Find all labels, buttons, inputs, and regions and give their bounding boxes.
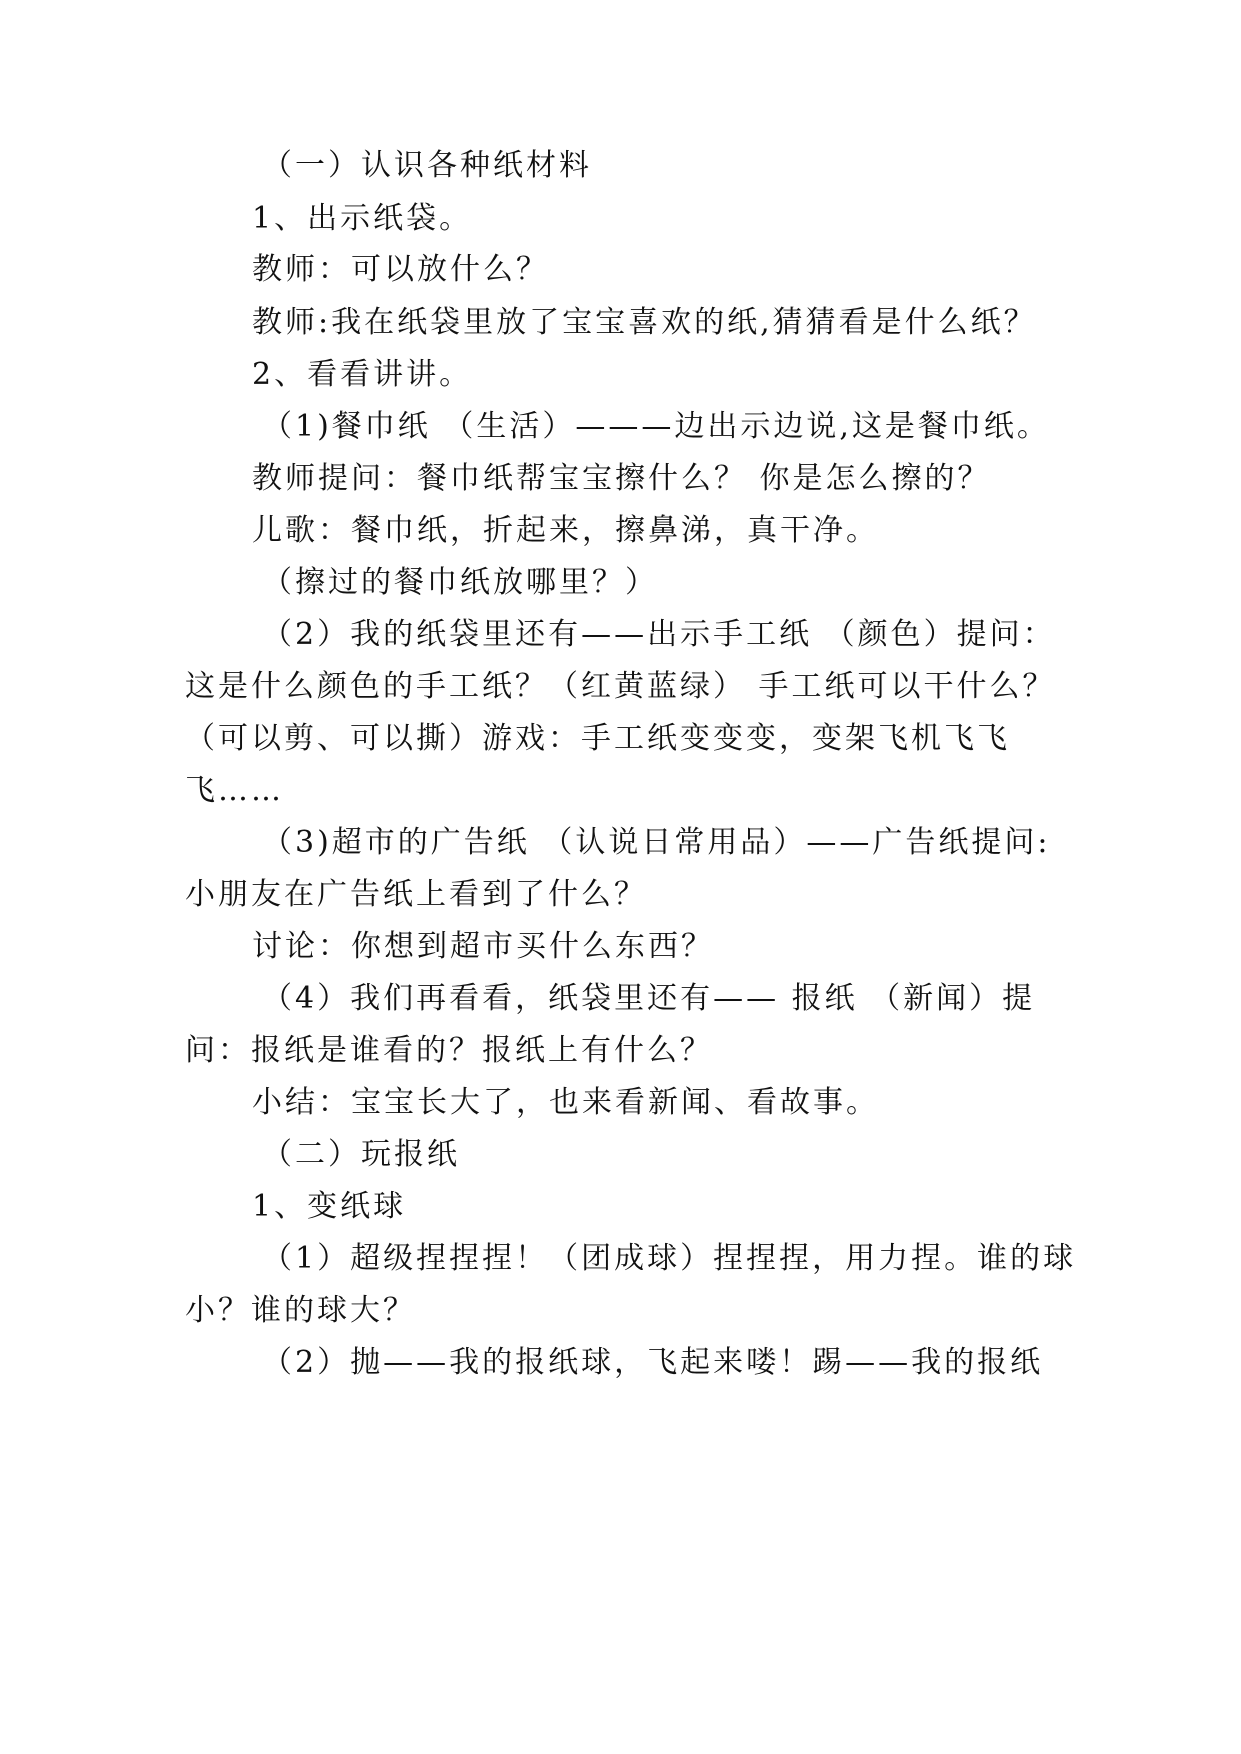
step-1-heading: 1、出示纸袋。 — [252, 201, 473, 236]
napkin-followup: （擦过的餐巾纸放哪里？） — [262, 565, 658, 600]
section-heading-1: （一）认识各种纸材料 — [262, 148, 592, 183]
section-heading-2: （二）玩报纸 — [262, 1137, 460, 1172]
item-2-line-3: （可以剪、可以撕）游戏：手工纸变变变，变架飞机飞飞 — [185, 721, 1010, 756]
item-2-line-4: 飞…… — [185, 773, 284, 808]
item-1-napkin: （1)餐巾纸 （生活）———边出示边说,这是餐巾纸。 — [262, 409, 1050, 444]
step-1-paper-ball: 1、变纸球 — [252, 1189, 407, 1224]
squeeze-line-1: （1）超级捏捏捏！（团成球）捏捏捏，用力捏。谁的球 — [262, 1241, 1077, 1276]
nursery-rhyme: 儿歌：餐巾纸，折起来，擦鼻涕，真干净。 — [252, 513, 879, 548]
teacher-question: 教师：可以放什么？ — [252, 252, 549, 287]
summary: 小结：宝宝长大了，也来看新闻、看故事。 — [252, 1085, 879, 1120]
item-2-line-2: 这是什么颜色的手工纸？（红黄蓝绿） 手工纸可以干什么？ — [185, 669, 1056, 704]
item-2-line-1: （2）我的纸袋里还有——出示手工纸 （颜色）提问： — [262, 617, 1056, 652]
item-3-line-2: 小朋友在广告纸上看到了什么？ — [185, 877, 647, 912]
item-4-line-1: （4）我们再看看，纸袋里还有—— 报纸 （新闻）提 — [262, 981, 1036, 1016]
teacher-statement: 教师:我在纸袋里放了宝宝喜欢的纸,猜猜看是什么纸？ — [252, 305, 1037, 340]
item-4-line-2: 问：报纸是谁看的？报纸上有什么？ — [185, 1033, 713, 1068]
squeeze-line-2: 小？谁的球大？ — [185, 1293, 416, 1328]
step-2-heading: 2、看看讲讲。 — [252, 357, 473, 392]
throw-kick-line: （2）抛——我的报纸球，飞起来喽！踢——我的报纸 — [262, 1345, 1044, 1380]
teacher-napkin-question: 教师提问：餐巾纸帮宝宝擦什么？ 你是怎么擦的？ — [252, 461, 991, 496]
discussion: 讨论：你想到超市买什么东西？ — [252, 929, 714, 964]
item-3-line-1: （3)超市的广告纸 （认说日常用品）——广告纸提问: — [262, 825, 1051, 860]
